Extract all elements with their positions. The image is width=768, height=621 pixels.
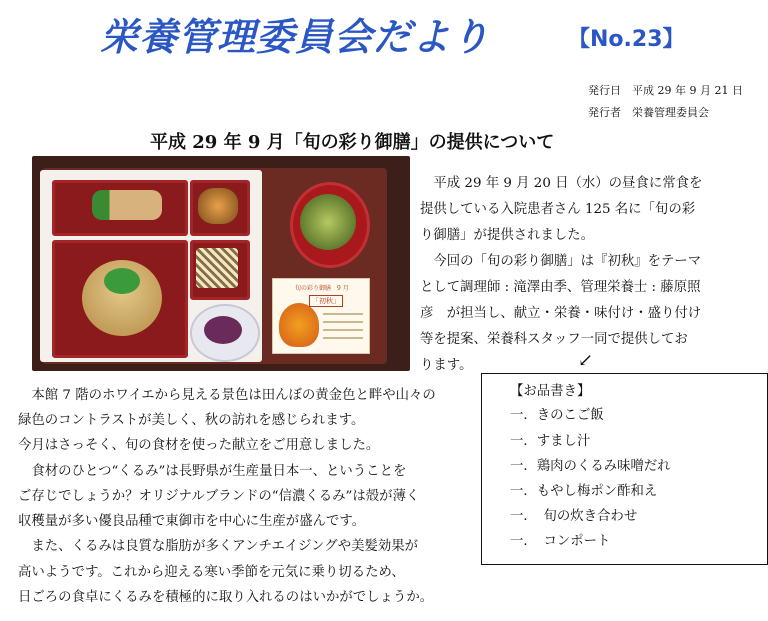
issue-number: 【No.23】 xyxy=(568,27,685,52)
simmered-dish xyxy=(198,188,238,224)
meal-photo xyxy=(32,156,410,371)
menu-item: 一．きのこご飯 xyxy=(510,408,604,423)
clear-soup xyxy=(300,194,356,250)
card-line xyxy=(323,329,363,331)
garnish-greens xyxy=(104,268,140,294)
intro-line: として調理師 : 滝澤由季、管理栄養士 : 藤原照 xyxy=(420,280,701,295)
body-line: 食材のひとつ“くるみ”は長野県が生産量日本一、ということを xyxy=(18,464,407,479)
article-headline: 平成 29 年 9 月「旬の彩り御膳」の提供について xyxy=(150,132,555,153)
autumn-tree-icon xyxy=(279,303,319,347)
menu-card-title: 旬の彩り御膳 9 月 xyxy=(295,285,349,292)
intro-line: 提供している入院患者さん 125 名に「旬の彩 xyxy=(420,202,696,217)
bean-sprout-dish xyxy=(196,248,238,288)
body-line: 今月はさっそく、旬の食材を使った献立をご用意しました。 xyxy=(18,438,380,453)
arrow-icon: ↙ xyxy=(578,350,594,371)
body-line: また、くるみは良質な脂肪が多くアンチエイジングや美髪効果が xyxy=(18,539,419,554)
menu-item: 一． 旬の炊き合わせ xyxy=(510,509,638,524)
menu-item: 一．鶏肉のくるみ味噌だれ xyxy=(510,459,671,474)
card-line xyxy=(323,313,363,315)
intro-line: り御膳」が提供されました。 xyxy=(420,228,595,243)
intro-line: 彦 が担当し、献立・栄養・味付け・盛り付け xyxy=(420,306,702,321)
menu-card-theme: 「初秋」 xyxy=(309,295,343,307)
intro-line: 今回の「旬の彩り御膳」は『初秋』をテーマ xyxy=(420,254,702,269)
body-line: 高いようです。これから迎える寒い季節を元気に乗り切るため、 xyxy=(18,565,405,580)
menu-box xyxy=(481,373,768,565)
body-line: 日ごろの食卓にくるみを積極的に取り入れるのはいかがでしょうか。 xyxy=(18,590,434,605)
intro-line: 等を提案、栄養科スタッフ一同で提供してお xyxy=(420,332,688,347)
menu-card xyxy=(272,278,370,354)
newsletter-title: 栄養管理委員会だより xyxy=(100,15,491,59)
menu-item: 一． コンポート xyxy=(510,534,611,549)
compote xyxy=(204,316,242,344)
intro-line: 平成 29 年 9 月 20 日（水）の昼食に常食を xyxy=(420,176,703,191)
card-line xyxy=(323,337,363,339)
body-line: 収穫量が多い優良品種で東御市を中心に生産が盛んです。 xyxy=(18,514,366,529)
intro-line: ります。 xyxy=(420,358,473,373)
issue-date: 発行日 平成 29 年 9 月 21 日 xyxy=(588,84,743,97)
body-line: 緑色のコントラストが美しく、秋の訪れを感じられます。 xyxy=(18,413,365,428)
menu-item: 一．すまし汁 xyxy=(510,434,591,449)
publisher: 発行者 栄養管理委員会 xyxy=(588,106,709,119)
body-line: 本館 7 階のホワイエから見える景色は田んぼの黄金色と畔や山々の xyxy=(18,388,436,403)
menu-item: 一．もやし梅ポン酢和え xyxy=(510,484,658,499)
menu-heading: 【お品書き】 xyxy=(510,384,591,399)
card-line xyxy=(323,321,363,323)
chicken-dish xyxy=(92,190,162,220)
body-line: ご存じでしょうか？オリジナルブランドの“信濃くるみ”は殻が薄く xyxy=(18,489,420,504)
